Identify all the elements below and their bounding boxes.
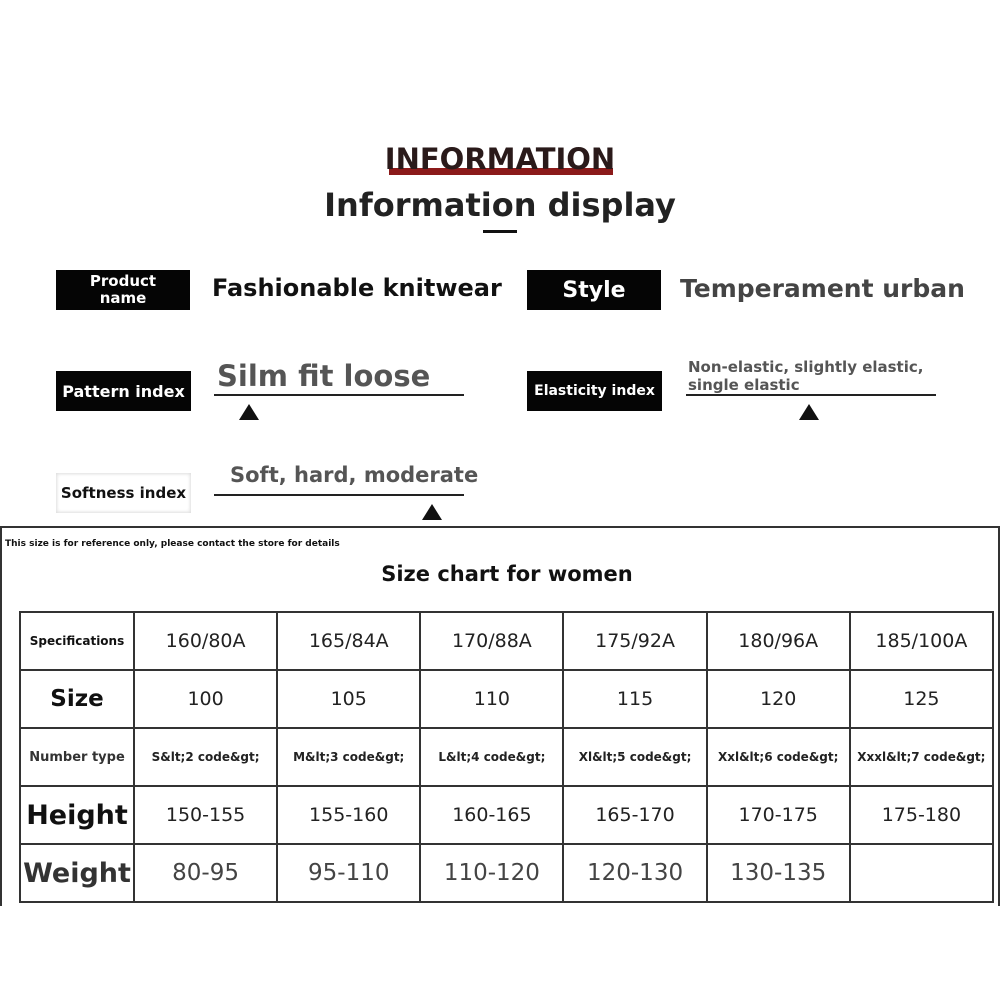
style-label-text: Style	[562, 277, 626, 303]
table-cell: 180/96A	[707, 612, 850, 670]
product-name-label-text: Product name	[89, 272, 157, 307]
title-divider	[483, 230, 517, 233]
elasticity-index-marker-icon	[799, 404, 819, 420]
pattern-index-marker-icon	[239, 404, 259, 420]
table-cell: 185/100A	[850, 612, 993, 670]
pattern-index-label-text: Pattern index	[62, 381, 185, 401]
row-header-weight: Weight	[20, 844, 134, 902]
table-cell: 150-155	[134, 786, 277, 844]
table-cell	[850, 844, 993, 902]
table-cell: 105	[277, 670, 420, 728]
softness-index-label	[56, 473, 191, 513]
table-row-size	[20, 670, 993, 728]
table-cell: 115	[563, 670, 706, 728]
row-header-height: Height	[20, 786, 134, 844]
banner-heading: INFORMATION	[384, 142, 616, 176]
table-cell: 155-160	[277, 786, 420, 844]
table-cell: 110-120	[420, 844, 563, 902]
page-title: Information display	[324, 186, 676, 224]
table-cell: 160/80A	[134, 612, 277, 670]
softness-index-underline	[214, 494, 464, 496]
table-cell: L&lt;4 code&gt;	[420, 728, 563, 786]
table-cell: M&lt;3 code&gt;	[277, 728, 420, 786]
style-label	[527, 270, 661, 310]
table-row-height	[20, 786, 993, 844]
softness-index-label-text: Softness index	[60, 484, 187, 502]
table-cell: 160-165	[420, 786, 563, 844]
table-cell: 170/88A	[420, 612, 563, 670]
size-chart-title: Size chart for women	[381, 562, 633, 586]
table-cell: Xl&lt;5 code&gt;	[563, 728, 706, 786]
table-cell: 130-135	[707, 844, 850, 902]
row-header-specifications: Specifications	[20, 612, 134, 670]
table-cell: Xxl&lt;6 code&gt;	[707, 728, 850, 786]
elasticity-index-underline	[686, 394, 936, 396]
row-header-size: Size	[20, 670, 134, 728]
table-cell: Xxxl&lt;7 code&gt;	[850, 728, 993, 786]
pattern-index-value: Silm fit loose	[217, 359, 431, 393]
table-cell: 120	[707, 670, 850, 728]
table-cell: 170-175	[707, 786, 850, 844]
table-row-number-type	[20, 728, 993, 786]
softness-index-value: Soft, hard, moderate	[230, 463, 479, 487]
table-cell: 165-170	[563, 786, 706, 844]
elasticity-index-label-text: Elasticity index	[534, 383, 655, 399]
table-cell: 125	[850, 670, 993, 728]
elasticity-index-value-line1: Non-elastic, slightly elastic,	[688, 358, 924, 376]
pattern-index-underline	[214, 394, 464, 396]
table-cell: 120-130	[563, 844, 706, 902]
elasticity-index-value-line2: single elastic	[688, 376, 800, 394]
table-cell: 80-95	[134, 844, 277, 902]
product-name-label	[56, 270, 190, 310]
table-cell: S&lt;2 code&gt;	[134, 728, 277, 786]
table-cell: 165/84A	[277, 612, 420, 670]
elasticity-index-label	[527, 371, 662, 411]
table-cell: 175/92A	[563, 612, 706, 670]
row-header-number-type: Number type	[20, 728, 134, 786]
table-cell: 100	[134, 670, 277, 728]
table-row-specifications	[20, 612, 993, 670]
pattern-index-label	[56, 371, 191, 411]
table-cell: 95-110	[277, 844, 420, 902]
softness-index-marker-icon	[422, 504, 442, 520]
size-table	[19, 611, 994, 903]
table-cell: 175-180	[850, 786, 993, 844]
table-cell: 110	[420, 670, 563, 728]
product-name-value: Fashionable knitwear	[212, 274, 502, 302]
style-value: Temperament urban	[680, 274, 965, 303]
size-chart-note: This size is for reference only, please contact the store for details	[5, 539, 340, 549]
table-row-weight	[20, 844, 993, 902]
